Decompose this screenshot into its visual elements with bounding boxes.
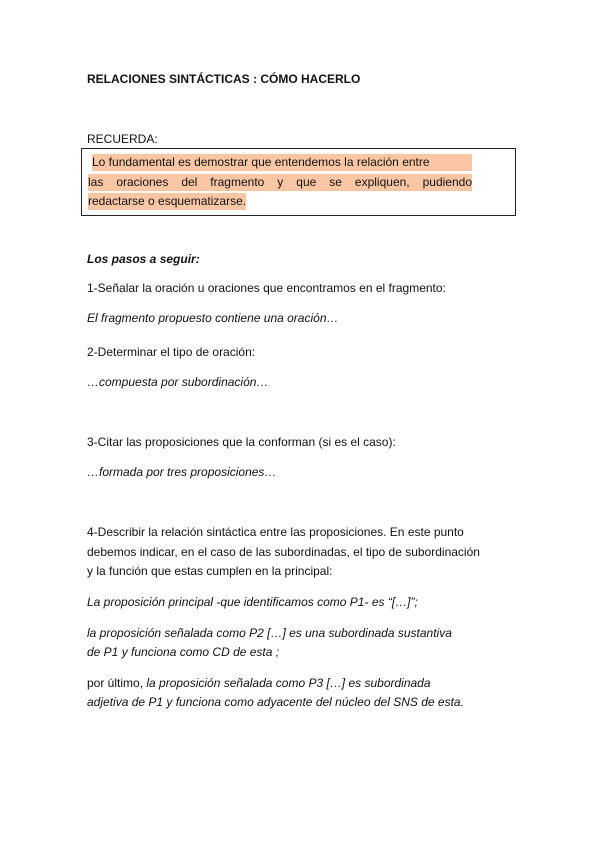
answer-p3-text: la proposición señalada como P3 […] es subordinada (146, 676, 431, 690)
highlight-word: expliquen, (354, 175, 410, 189)
document-title: RELACIONES SINTÁCTICAS : CÓMO HACERLO (87, 72, 361, 86)
highlight-word: que (296, 175, 317, 189)
answer-p3-line-1 (87, 676, 431, 691)
highlight-line-2 (88, 174, 472, 191)
answer-p3-prefix: por último, (87, 676, 147, 690)
highlight-word: del (181, 175, 198, 189)
highlight-line-3: redactarse o esquematizarse. (88, 194, 247, 208)
step-4-line-3: y la función que estas cumplen en la principal: (87, 564, 333, 578)
highlight-word: y (277, 175, 284, 189)
step-3: 3-Citar las proposiciones que la conforman (si es el caso): (87, 435, 396, 449)
step-4-line-1: 4-Describir la relación sintáctica entre las proposiciones. En este punto (87, 525, 464, 539)
highlight-line-1: Lo fundamental es demostrar que entendemos la relación entre (92, 154, 472, 171)
step-1: 1-Señalar la oración u oraciones que encontramos en el fragmento: (87, 281, 446, 295)
highlight-word: fragmento (210, 175, 265, 189)
step-3-answer: …formada por tres proposiciones… (87, 465, 277, 479)
step-4-line-2: debemos indicar, en el caso de las subordinadas, el tipo de subordinación (87, 545, 480, 559)
step-1-answer: El fragmento propuesto contiene una oración… (87, 311, 339, 325)
answer-p2-line-2: de P1 y funciona como CD de esta ; (87, 645, 280, 659)
highlight-word: se (329, 175, 342, 189)
step-2: 2-Determinar el tipo de oración: (87, 345, 256, 359)
answer-p2-line-1: la proposición señalada como P2 […] es una subordinada sustantiva (87, 626, 452, 640)
highlight-word: oraciones (116, 175, 169, 189)
answer-principal: La proposición principal -que identificamos como P1- es “[…]”; (87, 595, 418, 609)
recuerda-label: RECUERDA: (87, 132, 158, 146)
step-2-answer: …compuesta por subordinación… (87, 375, 269, 389)
answer-p3-line-2: adjetiva de P1 y funciona como adyacente del núcleo del SNS de esta. (87, 695, 464, 709)
highlight-word: pudiendo (422, 175, 472, 189)
highlight-word: las (88, 175, 104, 189)
steps-heading: Los pasos a seguir: (87, 252, 200, 266)
